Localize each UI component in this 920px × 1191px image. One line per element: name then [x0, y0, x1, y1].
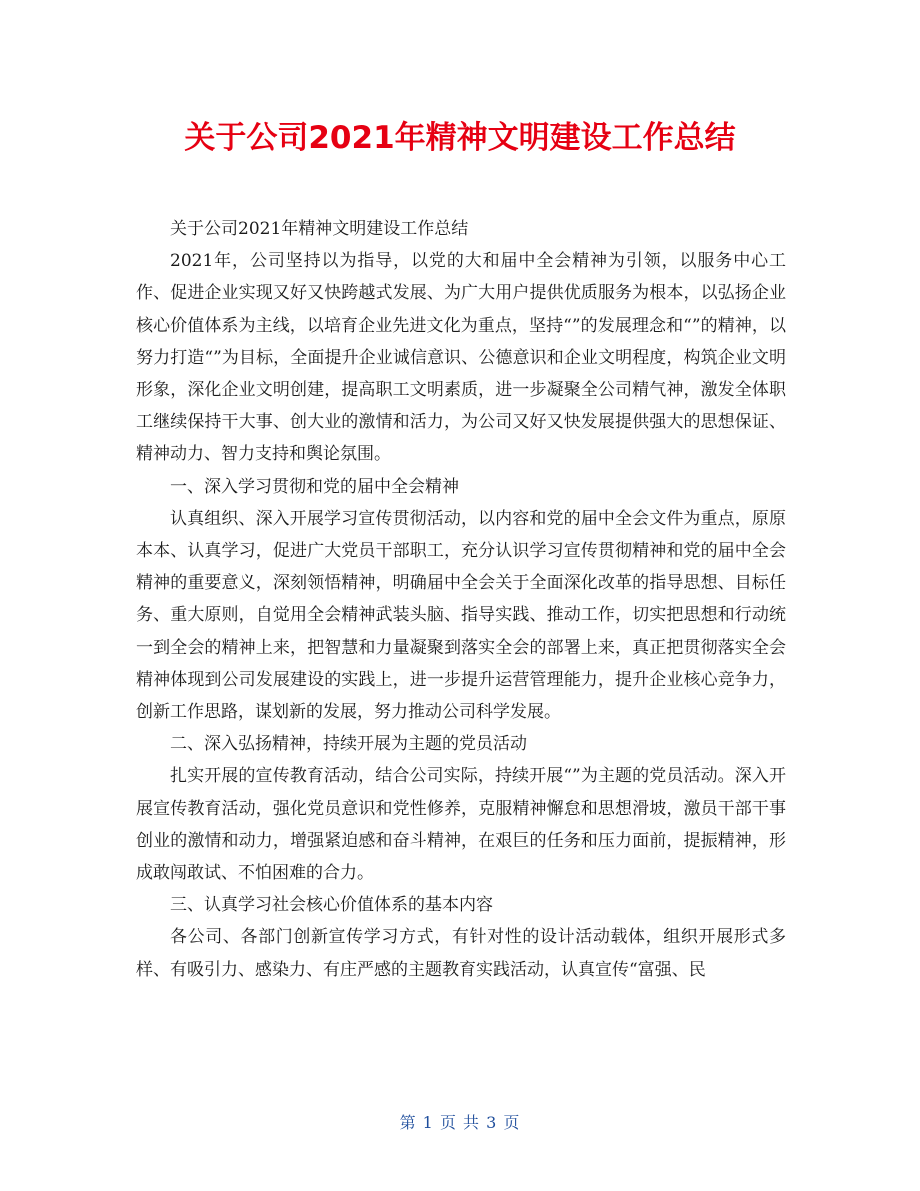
section-heading-2: 二、深入弘扬精神，持续开展为主题的党员活动 — [170, 734, 527, 755]
intro-paragraph: 2021年，公司坚持以为指导，以党的大和届中全会精神为引领，以服务中心工作、促进企业实现又好又快跨越式发展、为广大用户提供优质服务为根本，以弘扬企业核心价值体系为主线，以培育企业先进文化为重点，坚持“”的发展理念和“”的精神，以努力打造“”为目标，全面提升企业诚信意识、公德意识和企业文明程度，构筑企业文明形象，深化企业文明创建，提高职工文明素质，进一步凝聚全公司精气神，激发全体职工继续保持干大事、创大业的激情和活力，为公司又好又快发展提供强大的思想保证、精神动力、智力支持和舆论氛围。 — [136, 251, 786, 465]
subtitle-paragraph: 关于公司2021年精神文明建设工作总结 — [170, 219, 469, 239]
document-title: 关于公司2021年精神文明建设工作总结 — [184, 120, 736, 156]
document-body — [136, 213, 786, 986]
page-number-label: 第 1 页 共 3 页 — [399, 1113, 521, 1132]
page-footer — [0, 1110, 920, 1133]
section-paragraph-2: 扎实开展的宣传教育活动，结合公司实际，持续开展“”为主题的党员活动。深入开展宣传教育活动，强化党员意识和党性修养，克服精神懈怠和思想滑坡，激员干部干事创业的激情和动力，增强紧迫感和奋斗精神，在艰巨的任务和压力面前，提振精神，形成敢闯敢试、不怕困难的合力。 — [136, 766, 786, 884]
section-heading-3: 三、认真学习社会核心价值体系的基本内容 — [170, 895, 493, 916]
section-heading-1: 一、深入学习贯彻和党的届中全会精神 — [170, 476, 459, 497]
section-paragraph-1: 认真组织、深入开展学习宣传贯彻活动，以内容和党的届中全会文件为重点，原原本本、认真学习，促进广大党员干部职工，充分认识学习宣传贯彻精神和党的届中全会精神的重要意义，深刻领悟精神，明确届中全会关于全面深化改革的指导思想、目标任务、重大原则，自觉用全会精神武装头脑、指导实践、推动工作，切实把思想和行动统一到全会的精神上来，把智慧和力量凝聚到落实全会的部署上来，真正把贯彻落实全会精神体现到公司发展建设的实践上，进一步提升运营管理能力，提升企业核心竞争力，创新工作思路，谋划新的发展，努力推动公司科学发展。 — [136, 508, 786, 723]
section-paragraph-3: 各公司、各部门创新宣传学习方式，有针对性的设计活动载体，组织开展形式多样、有吸引力、感染力、有庄严感的主题教育实践活动，认真宣传“富强、民 — [136, 927, 786, 980]
